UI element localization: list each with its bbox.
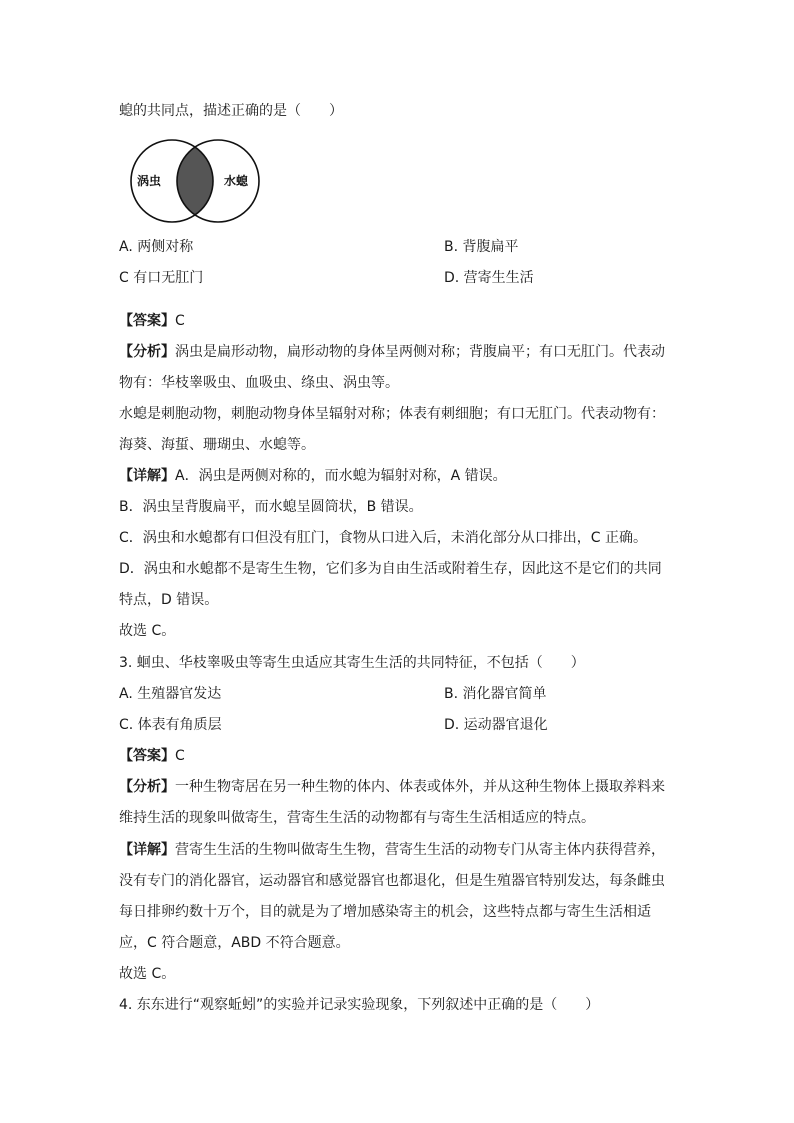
venn-right-label: 水螅 — [224, 174, 249, 188]
q3-detail-line-4: 应，C 符合题意，ABD 不符合题意。 — [119, 935, 350, 951]
q2-analysis-line-4: 海葵、海蜇、珊瑚虫、水螅等。 — [119, 437, 315, 453]
q3-analysis-line-2: 维持生活的现象叫做寄生，营寄生生活的动物都有与寄生生活相适应的特点。 — [119, 810, 595, 826]
question-4-stem: 4. 东东进行“观察蚯蚓”的实验并记录实验现象，下列叙述中正确的是（ ） — [119, 997, 600, 1013]
q3-conclusion: 故选 C。 — [119, 966, 176, 982]
venn-left-label: 涡虫 — [137, 174, 162, 188]
q2-option-a: A. 两侧对称 — [119, 239, 194, 255]
q3-option-a: A. 生殖器官发达 — [119, 686, 222, 702]
q3-detail-line-1: 【详解】营寄生生活的生物叫做寄生生物，营寄生生活的动物专门从寄主体内获得营养， — [119, 842, 665, 858]
q3-analysis-line-1: 【分析】一种生物寄居在另一种生物的体内、体表或体外，并从这种生物体上摄取养料来 — [119, 779, 665, 795]
q3-option-d: D. 运动器官退化 — [444, 717, 548, 733]
detail-tag: 【详解】 — [119, 842, 175, 858]
q2-detail-line-1: 【详解】A．涡虫是两侧对称的，而水螅为辐射对称，A 错误。 — [119, 468, 507, 484]
q3-detail-line-2: 没有专门的消化器官，运动器官和感觉器官也都退化，但是生殖器官特别发达，每条雌虫 — [119, 873, 665, 889]
detail-tag: 【详解】 — [119, 468, 175, 484]
q2-analysis-line-2: 物有：华枝睾吸虫、血吸虫、绦虫、涡虫等。 — [119, 375, 399, 391]
venn-diagram — [119, 138, 271, 224]
q2-detail-line-2: B．涡虫呈背腹扁平，而水螅呈圆筒状，B 错误。 — [119, 499, 423, 515]
q2-analysis-line-3: 水螅是刺胞动物，刺胞动物身体呈辐射对称；体表有刺细胞；有口无肛门。代表动物有： — [119, 406, 665, 422]
q3-option-b: B. 消化器官简单 — [444, 686, 547, 702]
q2-answer — [119, 311, 185, 331]
q2-conclusion: 故选 C。 — [119, 623, 176, 639]
answer-value: C — [175, 313, 185, 329]
q2-detail-line-5: 特点，D 错误。 — [119, 592, 219, 608]
answer-value: C — [175, 748, 185, 764]
q2-detail-line-4: D．涡虫和水螅都不是寄生生物，它们多为自由生活或附着生存，因此这不是它们的共同 — [119, 561, 662, 577]
q3-option-c: C. 体表有角质层 — [119, 717, 222, 733]
q2-analysis-line-1: 【分析】涡虫是扁形动物，扁形动物的身体呈两侧对称；背腹扁平；有口无肛门。代表动 — [119, 344, 665, 360]
q2-option-b: B. 背腹扁平 — [444, 239, 519, 255]
q3-answer — [119, 746, 185, 766]
q3-detail-line-3: 每日排卵约数十万个，目的就是为了增加感染寄主的机会，这些特点都与寄生生活相适 — [119, 904, 651, 920]
question-2-stem: 螅的共同点，描述正确的是（ ） — [119, 103, 343, 119]
analysis-tag: 【分析】 — [119, 344, 175, 360]
q2-detail-line-3: C．涡虫和水螅都有口但没有肛门，食物从口进入后，未消化部分从口排出，C 正确。 — [119, 530, 647, 546]
q2-option-d: D. 营寄生生活 — [444, 270, 534, 286]
answer-tag: 【答案】 — [119, 748, 175, 764]
question-3-stem: 3. 蛔虫、华枝睾吸虫等寄生虫适应其寄生生活的共同特征，不包括（ ） — [119, 655, 585, 671]
analysis-tag: 【分析】 — [119, 779, 175, 795]
q2-option-c: C 有口无肛门 — [119, 270, 204, 286]
answer-tag: 【答案】 — [119, 313, 175, 329]
